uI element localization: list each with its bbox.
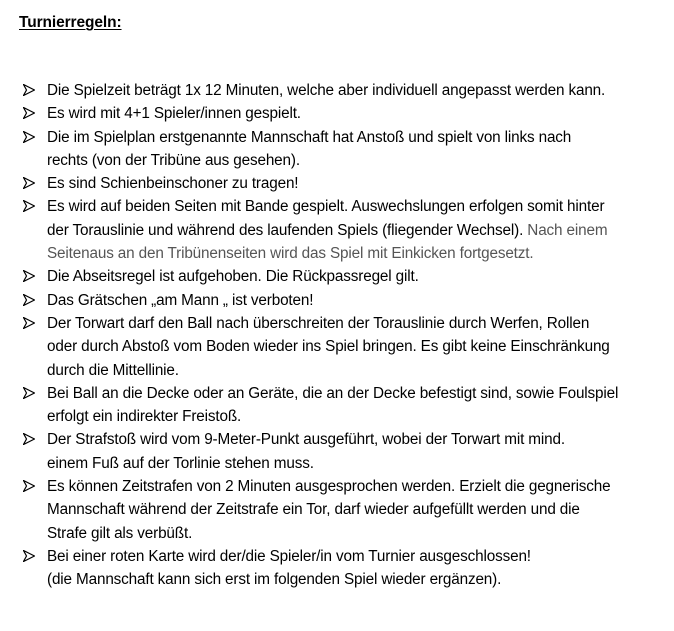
rule-1-line-1: Die Spielzeit beträgt 1x 12 Minuten, welche aber individuell angepasst werden kann.: [47, 82, 606, 99]
rule-item-9: [22, 382, 668, 429]
arrowhead-bullet-icon: [22, 312, 36, 335]
rule-2-line-1: Es wird mit 4+1 Spieler/innen gespielt.: [47, 105, 301, 123]
rule-10-line-1: Der Strafstoß wird vom 9-Meter-Punkt ausgeführt, wobei der Torwart mit mind.: [47, 431, 565, 449]
rule-3-line-1: Die im Spielplan erstgenannte Mannschaft hat Anstoß und spielt von links nach: [47, 128, 572, 146]
rule-5-gray-line: Seitenaus an den Tribünenseiten wird das Spiel mit Einkicken fortgesetzt.: [47, 245, 534, 263]
rules-list: [22, 79, 668, 592]
arrowhead-bullet-icon: [22, 195, 36, 218]
arrowhead-bullet-icon: [22, 102, 36, 125]
rule-9-line-2: erfolgt ein indirekter Freistoß.: [47, 408, 242, 426]
rule-11-line-1: Es können Zeitstrafen von 2 Minuten ausgesprochen werden. Erzielt die gegnerische: [47, 478, 611, 496]
rule-11-line-2: Mannschaft während der Zeitstrafe ein Tor, darf wieder aufgefüllt werden und die: [47, 501, 580, 519]
arrowhead-bullet-icon: [22, 428, 36, 451]
rule-5-gray-inline: Nach einem: [527, 221, 608, 239]
rule-item-12: [22, 545, 668, 592]
rule-6-line-1: Die Abseitsregel ist aufgehoben. Die Rückpassregel gilt.: [47, 268, 419, 286]
rule-12-line-1: Bei einer roten Karte wird der/die Spieler/in vom Turnier ausgeschlossen!: [47, 547, 531, 565]
rule-item-5: [22, 195, 668, 265]
rule-8-line-1: Der Torwart darf den Ball nach überschreiten der Torauslinie durch Werfen, Rollen: [47, 314, 590, 332]
arrowhead-bullet-icon: [22, 126, 36, 149]
rule-item-7: [22, 289, 668, 312]
rule-3-line-2: rechts (von der Tribüne aus gesehen).: [47, 151, 300, 169]
arrowhead-bullet-icon: [22, 172, 36, 195]
arrowhead-bullet-icon: [22, 265, 36, 288]
arrowhead-bullet-icon: [22, 545, 36, 568]
rule-item-10: [22, 428, 668, 475]
rule-item-11: [22, 475, 668, 545]
rule-10-line-2: einem Fuß auf der Torlinie stehen muss.: [47, 454, 314, 472]
arrowhead-bullet-icon: [22, 289, 36, 312]
rule-item-8: [22, 312, 668, 382]
arrowhead-bullet-icon: [22, 382, 36, 405]
rule-item-1: [22, 79, 668, 102]
rule-item-3: [22, 126, 668, 173]
rule-4-line-1: Es sind Schienbeinschoner zu tragen!: [47, 175, 299, 193]
rule-5-line-1: Es wird auf beiden Seiten mit Bande gespielt. Auswechslungen erfolgen somit hinter: [47, 198, 605, 216]
rule-12-line-2: (die Mannschaft kann sich erst im folgenden Spiel wieder ergänzen).: [47, 571, 502, 589]
rule-item-4: [22, 172, 668, 195]
rule-item-2: [22, 102, 668, 125]
rule-9-line-1: Bei Ball an die Decke oder an Geräte, die an der Decke befestigt sind, sowie Foulspiel: [47, 384, 619, 402]
document-title: Turnierregeln:: [19, 14, 122, 31]
rule-5-line-2: der Torauslinie und während des laufenden Spiels (fliegender Wechsel).: [47, 221, 524, 239]
rule-8-line-3: durch die Mittellinie.: [47, 361, 179, 379]
rule-7-line-1: Das Grätschen „am Mann „ ist verboten!: [47, 291, 314, 309]
arrowhead-bullet-icon: [22, 475, 36, 498]
arrowhead-bullet-icon: [22, 79, 36, 102]
rule-item-6: [22, 265, 668, 288]
rule-8-line-2: oder durch Abstoß vom Boden wieder ins Spiel bringen. Es gibt keine Einschränkung: [47, 338, 610, 356]
rule-11-line-3: Strafe gilt als verbüßt.: [47, 524, 193, 542]
